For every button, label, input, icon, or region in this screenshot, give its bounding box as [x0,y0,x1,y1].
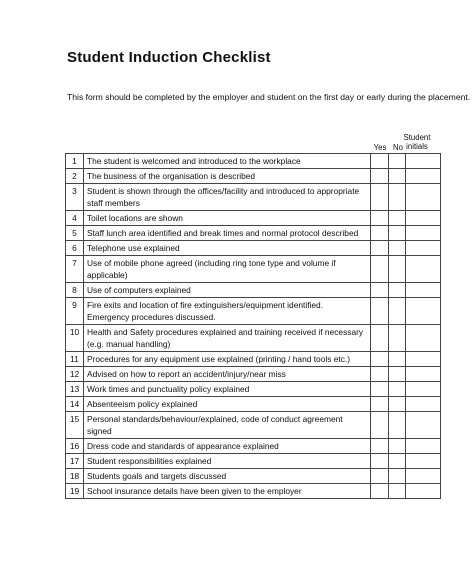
item-text: Personal standards/behaviour/explained, code of conduct agreement signed [84,412,371,439]
checklist-row [66,283,441,298]
no-checkbox-cell[interactable] [389,484,406,499]
initials-cell[interactable] [406,283,441,298]
item-number: 8 [66,283,84,298]
initials-cell[interactable] [406,484,441,499]
yes-checkbox-cell[interactable] [371,184,389,211]
item-text: Telephone use explained [84,241,371,256]
checklist-row [66,469,441,484]
checklist-row [66,454,441,469]
item-number: 15 [66,412,84,439]
yes-checkbox-cell[interactable] [371,154,389,169]
yes-checkbox-cell[interactable] [371,469,389,484]
initials-header-line1: Student [403,133,431,142]
item-number: 2 [66,169,84,184]
no-column-header: No [393,143,403,152]
checklist-row [66,298,441,325]
item-number: 3 [66,184,84,211]
initials-cell[interactable] [406,256,441,283]
yes-checkbox-cell[interactable] [371,241,389,256]
checklist-row [66,397,441,412]
initials-cell[interactable] [406,454,441,469]
initials-cell[interactable] [406,154,441,169]
item-number: 9 [66,298,84,325]
yes-checkbox-cell[interactable] [371,382,389,397]
yes-checkbox-cell[interactable] [371,439,389,454]
yes-checkbox-cell[interactable] [371,298,389,325]
item-text: Toilet locations are shown [84,211,371,226]
no-checkbox-cell[interactable] [389,169,406,184]
checklist-row [66,211,441,226]
checklist-row [66,241,441,256]
item-number: 5 [66,226,84,241]
item-number: 16 [66,439,84,454]
yes-checkbox-cell[interactable] [371,397,389,412]
checklist-row [66,484,441,499]
item-number: 7 [66,256,84,283]
initials-cell[interactable] [406,298,441,325]
item-text: Procedures for any equipment use explained (printing / hand tools etc.) [84,352,371,367]
checklist-row [66,154,441,169]
item-text: Work times and punctuality policy explained [84,382,371,397]
checklist-row [66,352,441,367]
item-text: Health and Safety procedures explained and training received if necessary (e.g. manual handling) [84,325,371,352]
no-checkbox-cell[interactable] [389,184,406,211]
item-number: 13 [66,382,84,397]
no-checkbox-cell[interactable] [389,454,406,469]
no-checkbox-cell[interactable] [389,352,406,367]
yes-column-header: Yes [373,143,387,152]
checklist-row [66,226,441,241]
checklist-row [66,412,441,439]
initials-cell[interactable] [406,184,441,211]
initials-cell[interactable] [406,211,441,226]
intro-text: This form should be completed by the employer and student on the first day or early during the placement. [67,92,471,102]
initials-cell[interactable] [406,469,441,484]
no-checkbox-cell[interactable] [389,154,406,169]
yes-checkbox-cell[interactable] [371,211,389,226]
item-text: The business of the organisation is described [84,169,371,184]
item-text: Students goals and targets discussed [84,469,371,484]
page-title: Student Induction Checklist [67,49,271,66]
item-text: Dress code and standards of appearance explained [84,439,371,454]
item-number: 4 [66,211,84,226]
initials-cell[interactable] [406,325,441,352]
no-checkbox-cell[interactable] [389,298,406,325]
initials-column-header [401,133,433,151]
checklist-row [66,382,441,397]
initials-cell[interactable] [406,397,441,412]
no-checkbox-cell[interactable] [389,469,406,484]
initials-cell[interactable] [406,412,441,439]
initials-cell[interactable] [406,169,441,184]
item-text: Fire exits and location of fire extinguishers/equipment identified. Emergency procedures discussed. [84,298,371,325]
item-number: 12 [66,367,84,382]
checklist-row [66,439,441,454]
yes-checkbox-cell[interactable] [371,412,389,439]
item-number: 14 [66,397,84,412]
item-text: Use of computers explained [84,283,371,298]
no-checkbox-cell[interactable] [389,325,406,352]
item-number: 18 [66,469,84,484]
no-checkbox-cell[interactable] [389,439,406,454]
item-number: 17 [66,454,84,469]
yes-checkbox-cell[interactable] [371,484,389,499]
item-number: 10 [66,325,84,352]
checklist-row [66,325,441,352]
checklist-row [66,256,441,283]
item-number: 11 [66,352,84,367]
yes-checkbox-cell[interactable] [371,256,389,283]
no-checkbox-cell[interactable] [389,397,406,412]
item-text: Student responsibilities explained [84,454,371,469]
item-text: Absenteeism policy explained [84,397,371,412]
yes-checkbox-cell[interactable] [371,367,389,382]
item-text: Student is shown through the offices/facility and introduced to appropriate staff members [84,184,371,211]
no-checkbox-cell[interactable] [389,412,406,439]
item-text: Use of mobile phone agreed (including ring tone type and volume if applicable) [84,256,371,283]
item-text: The student is welcomed and introduced to the workplace [84,154,371,169]
no-checkbox-cell[interactable] [389,367,406,382]
yes-checkbox-cell[interactable] [371,226,389,241]
yes-checkbox-cell[interactable] [371,352,389,367]
no-checkbox-cell[interactable] [389,382,406,397]
item-number: 19 [66,484,84,499]
yes-checkbox-cell[interactable] [371,283,389,298]
initials-cell[interactable] [406,226,441,241]
checklist-table [65,153,441,499]
yes-checkbox-cell[interactable] [371,169,389,184]
initials-header-line2: initials [406,142,428,151]
no-checkbox-cell[interactable] [389,256,406,283]
item-text: Advised on how to report an accident/injury/near miss [84,367,371,382]
no-checkbox-cell[interactable] [389,241,406,256]
no-checkbox-cell[interactable] [389,211,406,226]
item-number: 1 [66,154,84,169]
initials-cell[interactable] [406,439,441,454]
checklist-row [66,184,441,211]
item-text: School insurance details have been given to the employer [84,484,371,499]
item-text: Staff lunch area identified and break times and normal protocol described [84,226,371,241]
initials-cell[interactable] [406,352,441,367]
no-checkbox-cell[interactable] [389,226,406,241]
yes-checkbox-cell[interactable] [371,454,389,469]
initials-cell[interactable] [406,241,441,256]
checklist-row [66,169,441,184]
initials-cell[interactable] [406,367,441,382]
checklist-row [66,367,441,382]
yes-checkbox-cell[interactable] [371,325,389,352]
no-checkbox-cell[interactable] [389,283,406,298]
initials-cell[interactable] [406,382,441,397]
item-number: 6 [66,241,84,256]
